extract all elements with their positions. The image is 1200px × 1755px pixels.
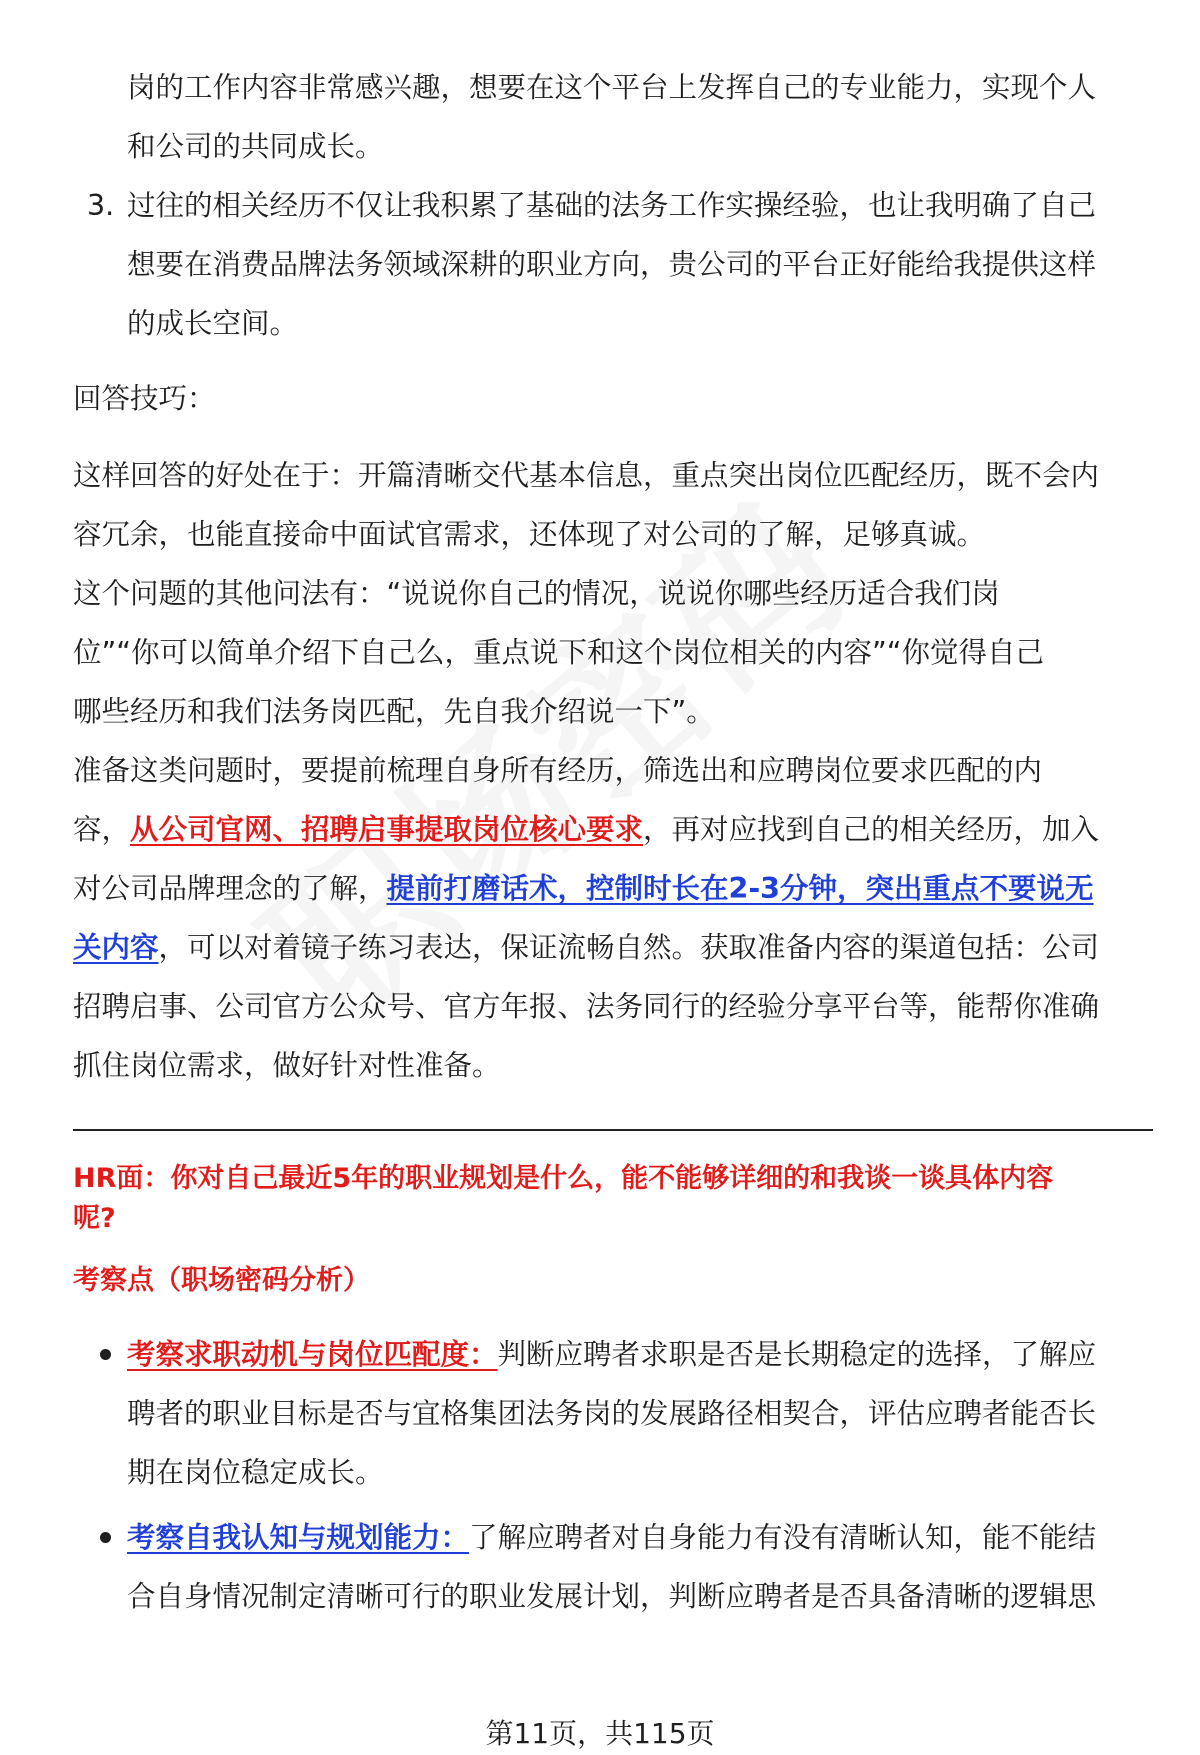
list-item [73,1508,1153,1626]
text-run: ，可以对着镜子练习表达，保证流畅自然。获取准备内容的渠道包括：公司 [158,931,1100,964]
paragraph-line [73,800,1153,859]
list-item-continuation [73,58,1153,176]
paragraph-line: 容冗余，也能直接命中面试官需求，还体现了对公司的了解，足够真诚。 [73,518,986,551]
tips-body [73,446,1153,1095]
paragraph-line: 想要在消费品牌法务领域深耕的职业方向，贵公司的平台正好能给我提供这样 [127,248,1097,281]
question-line: HR面：你对自己最近5年的职业规划是什么，能不能够详细的和我谈一谈具体内容 [73,1163,1054,1194]
bullet-dot-icon [100,1532,111,1543]
page-number: 第11页，共115页 [485,1717,715,1750]
text-run: 对公司品牌理念的了解， [73,872,387,905]
paragraph-line: 准备这类问题时，要提前梳理自身所有经历，筛选出和应聘岗位要求匹配的内 [73,754,1043,787]
list-item-3 [73,176,1153,353]
text-run: 合自身情况制定清晰可行的职业发展计划，判断应聘者是否具备清晰的逻辑思 [127,1580,1097,1613]
bullet-label: 考察求职动机与岗位匹配度： [127,1338,498,1371]
paragraph-line: 这样回答的好处在于：开篇清晰交代基本信息，重点突出岗位匹配经历，既不会内 [73,459,1100,492]
text-run: 期在岗位稳定成长。 [127,1456,384,1489]
question-line: 呢? [73,1203,116,1234]
text-run: 容， [73,813,131,846]
bullet-dot-icon [100,1349,111,1360]
tips-label: 回答技巧： [73,382,216,415]
bullet-list [73,1325,1153,1626]
text-run: 聘者的职业目标是否与宜格集团法务岗的发展路径相契合，评估应聘者能否长 [127,1397,1097,1430]
paragraph-line: 抓住岗位需求，做好针对性准备。 [73,1049,501,1082]
highlight-blue: 关内容 [73,931,159,964]
paragraph-line: 位”“你可以简单介绍下自己么，重点说下和这个岗位相关的内容”“你觉得自己 [73,636,1045,669]
paragraph-line [73,918,1153,977]
paragraph-line: 和公司的共同成长。 [127,130,384,163]
list-item [73,1325,1153,1502]
paragraph-line [73,859,1153,918]
paragraph-line: 过往的相关经历不仅让我积累了基础的法务工作实操经验，也让我明确了自己 [127,189,1097,222]
section-subheading: 考察点（职场密码分析） [73,1265,370,1296]
bullet-label: 考察自我认知与规划能力： [127,1521,470,1554]
paragraph-line: 岗的工作内容非常感兴趣，想要在这个平台上发挥自己的专业能力，实现个人 [127,71,1097,104]
text-run: 判断应聘者求职是否是长期稳定的选择，了解应 [497,1338,1097,1371]
list-number: 3. [87,189,115,222]
text-run: ，再对应找到自己的相关经历，加入 [643,813,1100,846]
hr-question [73,1159,1153,1239]
paragraph-line: 招聘启事、公司官方公众号、官方年报、法务同行的经验分享平台等，能帮你准确 [73,990,1100,1023]
highlight-red: 从公司官网、招聘启事提取岗位核心要求 [130,813,644,846]
section-divider [73,1129,1153,1131]
paragraph-line: 哪些经历和我们法务岗匹配，先自我介绍说一下”。 [73,695,715,728]
paragraph-line: 这个问题的其他问法有：“说说你自己的情况，说说你哪些经历适合我们岗 [73,577,1000,610]
highlight-blue: 提前打磨话术，控制时长在2-3分钟，突出重点不要说无 [386,872,1094,905]
text-run: 了解应聘者对自身能力有没有清晰认知，能不能结 [469,1521,1097,1554]
page-content [73,58,1153,1626]
paragraph-line: 的成长空间。 [127,307,299,340]
